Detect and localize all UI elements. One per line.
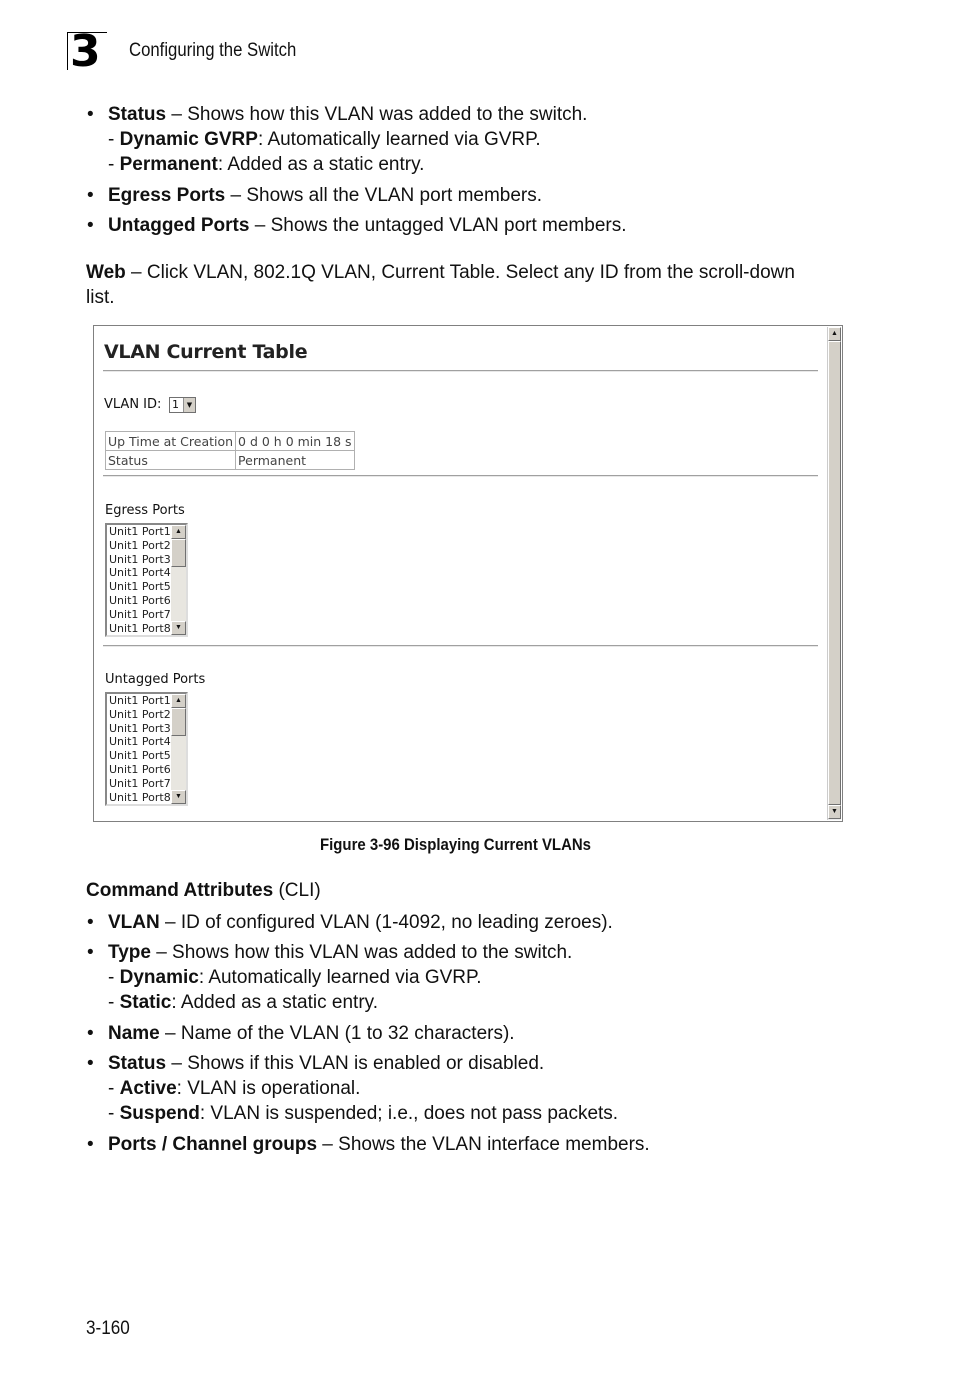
list-item[interactable]: Unit1 Port6	[109, 762, 171, 776]
table-cell: Up Time at Creation	[106, 432, 236, 451]
list-item[interactable]: Unit1 Port4	[109, 735, 171, 749]
bullet: •	[87, 215, 94, 236]
figure-title: VLAN Current Table	[104, 341, 308, 363]
list-item[interactable]: Unit1 Port3	[109, 552, 171, 566]
bullet: •	[87, 185, 94, 206]
list-subitem: - Dynamic GVRP: Automatically learned via GVRP.	[108, 129, 541, 150]
bullet: •	[87, 912, 94, 933]
list-item: Name – Name of the VLAN (1 to 32 characters).	[108, 1023, 515, 1044]
list-item[interactable]: Unit1 Port3	[109, 721, 171, 735]
list-subitem: - Permanent: Added as a static entry.	[108, 154, 425, 175]
bullet: •	[87, 1134, 94, 1155]
listbox-scrollbar[interactable]	[171, 525, 186, 635]
list-item[interactable]: Unit1 Port2	[109, 538, 171, 552]
bullet: •	[87, 1023, 94, 1044]
list-item: VLAN – ID of configured VLAN (1-4092, no leading zeroes).	[108, 912, 613, 933]
table-cell: 0 d 0 h 0 min 18 s	[236, 432, 355, 451]
scroll-up-icon[interactable]: ▲	[171, 525, 186, 539]
list-item[interactable]: Unit1 Port7	[109, 607, 171, 621]
list-item: Type – Shows how this VLAN was added to the switch.	[108, 942, 573, 963]
table-row	[106, 451, 355, 470]
chevron-down-icon[interactable]: ▼	[183, 398, 195, 412]
list-item[interactable]: Unit1 Port4	[109, 566, 171, 580]
table-cell: Permanent	[236, 451, 355, 470]
list-subitem: - Active: VLAN is operational.	[108, 1078, 361, 1099]
bullet: •	[87, 104, 94, 125]
section-heading: Command Attributes (CLI)	[86, 880, 321, 901]
list-item: Status – Shows how this VLAN was added to the switch.	[108, 104, 588, 125]
web-paragraph-cont: list.	[86, 287, 115, 308]
running-title: Configuring the Switch	[129, 40, 297, 61]
scrollbar-thumb[interactable]	[828, 341, 841, 805]
divider	[103, 370, 818, 372]
divider	[103, 475, 818, 477]
scroll-down-icon[interactable]: ▼	[171, 790, 186, 804]
list-item[interactable]: Unit1 Port1	[109, 694, 171, 707]
list-subitem: - Suspend: VLAN is suspended; i.e., does not pass packets.	[108, 1103, 619, 1124]
divider	[103, 645, 818, 647]
web-paragraph: Web – Click VLAN, 802.1Q VLAN, Current Table. Select any ID from the scroll-down	[86, 262, 795, 283]
list-item[interactable]: Unit1 Port1	[109, 525, 171, 538]
scroll-up-icon[interactable]: ▲	[828, 327, 841, 341]
list-item: Status – Shows if this VLAN is enabled or disabled.	[108, 1053, 545, 1074]
list-item: Untagged Ports – Shows the untagged VLAN port members.	[108, 215, 627, 236]
scroll-up-icon[interactable]: ▲	[171, 694, 186, 708]
vlan-id-label: VLAN ID:	[104, 397, 162, 412]
list-subitem: - Dynamic: Automatically learned via GVRP.	[108, 967, 482, 988]
scroll-down-icon[interactable]: ▼	[171, 621, 186, 635]
scroll-down-icon[interactable]: ▼	[828, 805, 841, 819]
page-scrollbar[interactable]	[827, 327, 841, 820]
vlan-id-value: 1	[172, 398, 179, 411]
list-item: Ports / Channel groups – Shows the VLAN interface members.	[108, 1134, 650, 1155]
page-number: 3-160	[86, 1318, 130, 1339]
egress-ports-listbox[interactable]	[105, 523, 188, 637]
list-item[interactable]: Unit1 Port7	[109, 776, 171, 790]
scrollbar-thumb[interactable]	[171, 708, 186, 736]
list-item[interactable]: Unit1 Port8	[109, 790, 171, 804]
list-item[interactable]: Unit1 Port2	[109, 707, 171, 721]
bullet: •	[87, 942, 94, 963]
table-row	[106, 432, 355, 451]
list-item: Egress Ports – Shows all the VLAN port members.	[108, 185, 543, 206]
list-item[interactable]: Unit1 Port8	[109, 621, 171, 635]
list-item[interactable]: Unit1 Port6	[109, 593, 171, 607]
vlan-current-table-figure	[93, 325, 843, 822]
untagged-ports-label: Untagged Ports	[105, 672, 206, 687]
vlan-info-table	[105, 431, 355, 470]
bullet: •	[87, 1053, 94, 1074]
list-subitem: - Static: Added as a static entry.	[108, 992, 379, 1013]
untagged-ports-listbox[interactable]	[105, 692, 188, 806]
listbox-scrollbar[interactable]	[171, 694, 186, 804]
egress-ports-label: Egress Ports	[105, 503, 185, 518]
table-cell: Status	[106, 451, 236, 470]
list-item[interactable]: Unit1 Port5	[109, 749, 171, 763]
chapter-number: 3	[70, 26, 101, 77]
figure-caption: Figure 3-96 Displaying Current VLANs	[320, 835, 591, 854]
scrollbar-thumb[interactable]	[171, 539, 186, 567]
vlan-id-select[interactable]	[169, 397, 196, 413]
list-item[interactable]: Unit1 Port5	[109, 580, 171, 594]
